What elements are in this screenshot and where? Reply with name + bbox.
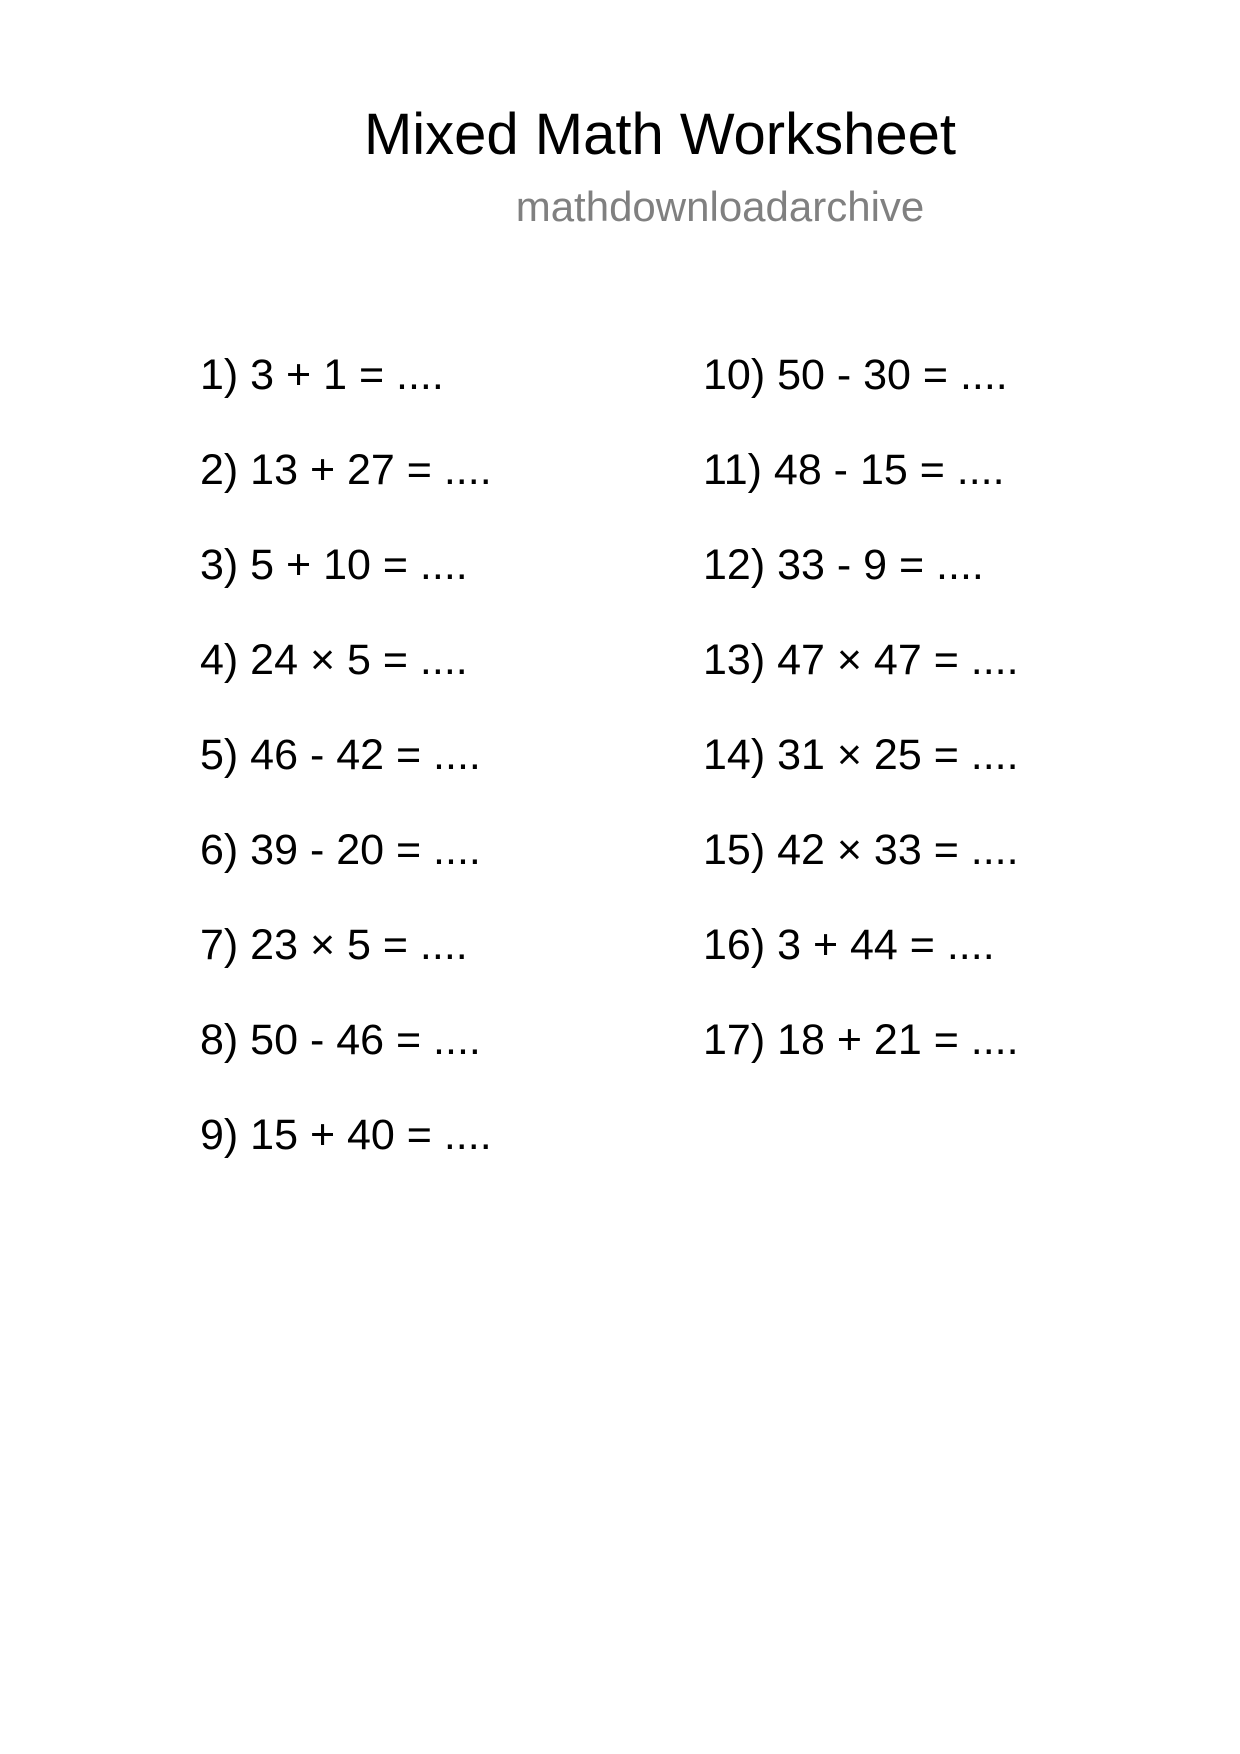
problem-5: 5) 46 - 42 = .... — [200, 731, 481, 779]
problem-4: 4) 24 × 5 = .... — [200, 636, 468, 684]
problem-column-left — [200, 350, 492, 1205]
problem-15: 15) 42 × 33 = .... — [703, 826, 1019, 874]
problem-14: 14) 31 × 25 = .... — [703, 731, 1019, 779]
problem-12: 12) 33 - 9 = .... — [703, 541, 984, 589]
problem-10: 10) 50 - 30 = .... — [703, 351, 1008, 399]
problem-11: 11) 48 - 15 = .... — [703, 446, 1005, 494]
page-title: Mixed Math Worksheet — [363, 102, 957, 167]
problem-7: 7) 23 × 5 = .... — [200, 921, 468, 969]
problem-9: 9) 15 + 40 = .... — [200, 1111, 492, 1159]
problem-13: 13) 47 × 47 = .... — [703, 636, 1019, 684]
problem-1: 1) 3 + 1 = .... — [200, 351, 444, 399]
problem-8: 8) 50 - 46 = .... — [200, 1016, 481, 1064]
page-subtitle: mathdownloadarchive — [515, 183, 925, 230]
problem-16: 16) 3 + 44 = .... — [703, 921, 995, 969]
problem-column-right — [703, 350, 1019, 1110]
problem-17: 17) 18 + 21 = .... — [703, 1016, 1019, 1064]
problem-3: 3) 5 + 10 = .... — [200, 541, 468, 589]
problem-2: 2) 13 + 27 = .... — [200, 446, 492, 494]
problem-6: 6) 39 - 20 = .... — [200, 826, 481, 874]
